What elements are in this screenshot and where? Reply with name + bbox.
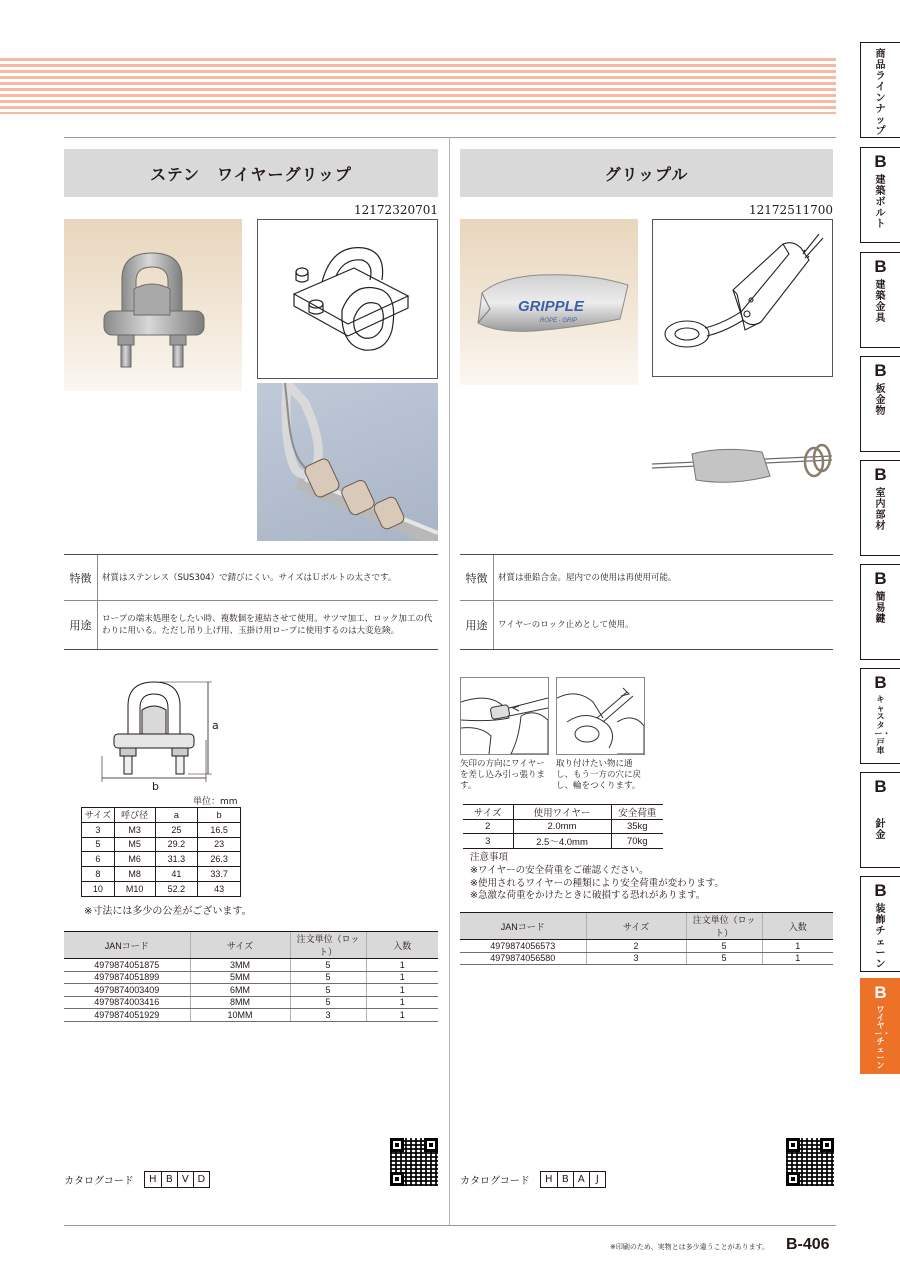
table-cell: 1 <box>366 1009 438 1022</box>
column-header: 注文単位（ロット） <box>290 932 366 959</box>
table-cell: 4979874003409 <box>64 984 190 997</box>
table-cell: 1 <box>366 984 438 997</box>
column-header: 入数 <box>762 913 833 940</box>
table-cell: 23 <box>198 837 241 852</box>
tab-letter: B <box>874 777 887 796</box>
table-row <box>64 959 438 972</box>
instruction-illustration-2 <box>556 677 645 755</box>
dimension-label-b: b <box>152 780 159 793</box>
table-cell: 5 <box>82 837 115 852</box>
product-title-left: ステン ワイヤーグリップ <box>64 149 438 197</box>
instruction-step-2: 取り付けたい物に通し、もう一方の穴に戻し、輪をつくります。 <box>556 759 642 791</box>
column-header: JANコード <box>64 932 190 959</box>
column-header: サイズ <box>463 805 513 820</box>
column-header: 呼び径 <box>114 808 155 823</box>
table-row <box>82 867 241 882</box>
caution-item: ※急激な荷重をかけたときに破損する恐れがあります。 <box>470 890 706 902</box>
table-row <box>460 940 833 953</box>
table-cell: 1 <box>762 952 833 965</box>
spec-label: 特徴 <box>460 555 494 600</box>
table-cell: M5 <box>114 837 155 852</box>
spec-row-usage <box>460 601 833 649</box>
column-header: サイズ <box>82 808 115 823</box>
table-cell: 35kg <box>611 820 663 834</box>
spec-row-feature <box>64 555 438 601</box>
catalog-letter: D <box>193 1172 209 1187</box>
spec-label: 用途 <box>460 601 494 649</box>
tab-letter: B <box>874 569 887 588</box>
table-cell: 4979874051899 <box>64 971 190 984</box>
table-cell: 5 <box>290 959 366 972</box>
table-cell: 5 <box>686 952 762 965</box>
table-cell: 10MM <box>190 1009 290 1022</box>
tab-letter: B <box>874 465 887 484</box>
table-cell: 4979874056580 <box>460 952 586 965</box>
table-cell: 5MM <box>190 971 290 984</box>
tab-label: 室内部材 <box>875 488 886 532</box>
product-photo-wire-grip <box>64 219 242 391</box>
catalog-letters <box>540 1171 606 1188</box>
table-row <box>463 820 663 834</box>
gripple-logo-subtext: ROPE · GRIP <box>540 318 578 324</box>
table-cell: 2.5〜4.0mm <box>513 834 611 849</box>
catalog-letter: V <box>177 1172 193 1187</box>
table-row <box>82 881 241 896</box>
table-cell: 43 <box>198 881 241 896</box>
product-drawing-gripple <box>652 219 833 377</box>
catalog-label: カタログコード <box>460 1176 530 1187</box>
table-cell: 4979874051929 <box>64 1009 190 1022</box>
catalog-letter: B <box>557 1172 573 1187</box>
table-cell: 3 <box>82 822 115 837</box>
caution-item: ※ワイヤーの安全荷重をご確認ください。 <box>470 864 649 876</box>
qr-code-left[interactable] <box>390 1138 438 1186</box>
column-header: サイズ <box>586 913 686 940</box>
table-cell: 70kg <box>611 834 663 849</box>
tab-wire[interactable] <box>860 772 900 868</box>
tab-label: 商品ラインナップ <box>875 49 886 137</box>
tab-letter: B <box>874 257 887 276</box>
table-cell: 52.2 <box>155 881 198 896</box>
column-header: a <box>155 808 198 823</box>
page-number: B-406 <box>786 1236 830 1253</box>
spec-label: 用途 <box>64 601 98 649</box>
column-header: 注文単位（ロット） <box>686 913 762 940</box>
tab-wire-chain[interactable] <box>860 978 900 1074</box>
instruction-step-1: 矢印の方向にワイヤーを差し込み引っ張ります。 <box>460 759 546 791</box>
column-header: 入数 <box>366 932 438 959</box>
tab-decorative-chain[interactable] <box>860 876 900 972</box>
table-row <box>64 1009 438 1022</box>
table-cell: M6 <box>114 852 155 867</box>
table-cell: 10 <box>82 881 115 896</box>
instruction-illustration-1 <box>460 677 549 755</box>
catalog-code-right <box>460 1171 606 1188</box>
spec-row-feature <box>460 555 833 601</box>
tab-label: キャスター・戸車 <box>874 695 891 755</box>
bottom-rule <box>64 1225 836 1226</box>
product-photo-gripple-wire <box>652 426 833 492</box>
table-row <box>64 996 438 1009</box>
tab-interior-parts[interactable] <box>860 460 900 556</box>
dimension-note: ※寸法には多少の公差がございます。 <box>84 906 252 917</box>
table-cell: 5 <box>290 971 366 984</box>
catalog-letter: J <box>589 1172 605 1187</box>
spec-row-usage <box>64 601 438 649</box>
product-drawing-wire-grip <box>257 219 438 379</box>
table-header-row <box>463 805 663 820</box>
tab-sheet-metal[interactable] <box>860 356 900 452</box>
table-row <box>82 852 241 867</box>
table-cell: 5 <box>686 940 762 953</box>
catalog-code-left <box>64 1171 210 1188</box>
tab-label: 板金物 <box>875 384 886 417</box>
table-row <box>463 834 663 849</box>
table-cell: M10 <box>114 881 155 896</box>
table-cell: M8 <box>114 867 155 882</box>
column-divider <box>449 137 450 1225</box>
table-cell: 26.3 <box>198 852 241 867</box>
table-cell: 6 <box>82 852 115 867</box>
table-cell: 1 <box>762 940 833 953</box>
catalog-letter: H <box>149 1174 157 1185</box>
catalog-letter: H <box>545 1174 553 1185</box>
table-cell: 8MM <box>190 996 290 1009</box>
tab-letter: B <box>874 881 887 900</box>
table-cell: 3MM <box>190 959 290 972</box>
tab-label: 装飾チェーン <box>875 904 886 970</box>
table-cell: 4979874003416 <box>64 996 190 1009</box>
table-cell: 3 <box>586 952 686 965</box>
table-cell: 2 <box>586 940 686 953</box>
table-row <box>82 822 241 837</box>
tab-letter: B <box>874 152 887 171</box>
footer-note: ※印刷のため、実物とは多少違うことがあります。 <box>610 1243 770 1251</box>
table-header-row <box>82 808 241 823</box>
qr-code-right[interactable] <box>786 1138 834 1186</box>
product-title-right: グリップル <box>460 149 833 197</box>
table-row <box>64 971 438 984</box>
dimension-diagram <box>98 676 223 796</box>
table-cell: 16.5 <box>198 822 241 837</box>
catalog-letter: A <box>573 1172 589 1187</box>
table-cell: 25 <box>155 822 198 837</box>
table-cell: 3 <box>290 1009 366 1022</box>
table-cell: 1 <box>366 996 438 1009</box>
spec-text: 材質は亜鉛合金。屋内での使用は再使用可能。 <box>498 572 677 583</box>
product-code-right: 12172511700 <box>749 203 833 217</box>
table-header-row <box>460 913 833 940</box>
catalog-label: カタログコード <box>64 1176 134 1187</box>
dimension-table <box>81 807 241 897</box>
tab-simple-lock[interactable] <box>860 564 900 660</box>
tab-lineup[interactable] <box>860 42 900 138</box>
column-header: サイズ <box>190 932 290 959</box>
table-cell: 29.2 <box>155 837 198 852</box>
spec-label: 特徴 <box>64 555 98 600</box>
table-cell: 5 <box>290 984 366 997</box>
jan-table-right <box>460 912 833 965</box>
table-cell: 2.0mm <box>513 820 611 834</box>
column-header: 安全荷重 <box>611 805 663 820</box>
column-header: JANコード <box>460 913 586 940</box>
caution-notes <box>470 852 830 903</box>
table-row <box>460 952 833 965</box>
tab-label: 建築金具 <box>875 280 886 324</box>
tab-letter: B <box>874 983 887 1002</box>
column-header: b <box>198 808 241 823</box>
catalog-letters <box>144 1171 210 1188</box>
jan-table-left <box>64 931 438 1022</box>
caution-heading: 注意事項 <box>470 852 509 863</box>
table-cell: 31.3 <box>155 852 198 867</box>
column-header: 使用ワイヤー <box>513 805 611 820</box>
tab-label: 針金 <box>875 819 886 841</box>
tab-building-bolt[interactable] <box>860 147 900 243</box>
table-cell: 4979874056573 <box>460 940 586 953</box>
table-cell: 8 <box>82 867 115 882</box>
tab-letter: B <box>874 673 887 692</box>
table-cell: 1 <box>366 971 438 984</box>
table-cell: 5 <box>290 996 366 1009</box>
spec-text: 材質はステンレス（SUS304）で錆びにくい。サイズはＵボルトの太さです。 <box>102 572 397 583</box>
unit-label: 単位：mm <box>193 797 238 807</box>
product-code-left: 12172320701 <box>354 203 438 217</box>
gripple-logo-text: GRIPPLE <box>518 298 584 315</box>
table-cell: 33.7 <box>198 867 241 882</box>
table-cell: 6MM <box>190 984 290 997</box>
table-cell: 4979874051875 <box>64 959 190 972</box>
table-header-row <box>64 932 438 959</box>
table-cell: M3 <box>114 822 155 837</box>
table-cell: 1 <box>366 959 438 972</box>
tab-label: ワイヤー・チェーン <box>874 1005 891 1070</box>
spec-table-left <box>64 554 438 650</box>
tab-label: 簡易鍵 <box>875 592 886 625</box>
product-photo-gripple <box>460 219 638 385</box>
table-row <box>64 984 438 997</box>
tab-letter: B <box>874 361 887 380</box>
safety-load-table <box>463 804 663 849</box>
spec-table-right <box>460 554 833 650</box>
caution-item: ※使用されるワイヤーの種類により安全荷重が変わります。 <box>470 877 724 889</box>
dimension-label-a: a <box>212 719 219 732</box>
table-cell: 3 <box>463 834 513 849</box>
table-row <box>82 837 241 852</box>
header-stripes <box>0 58 836 114</box>
spec-text: ワイヤーのロック止めとして使用。 <box>498 620 634 630</box>
catalog-letter: B <box>161 1172 177 1187</box>
tab-casters[interactable] <box>860 668 900 764</box>
table-cell: 2 <box>463 820 513 834</box>
usage-photo-rope <box>257 383 438 541</box>
tab-label: 建築ボルト <box>875 175 886 230</box>
spec-text: ロープの端末処理をしたい時、複数個を連結させて使用。サツマ加工、ロック加工の代わりに用いる。ただし吊り上げ用、玉掛け用ロープに使用するのは大変危険。 <box>102 614 433 636</box>
tab-building-hardware[interactable] <box>860 252 900 348</box>
table-cell: 41 <box>155 867 198 882</box>
top-rule <box>64 137 836 138</box>
